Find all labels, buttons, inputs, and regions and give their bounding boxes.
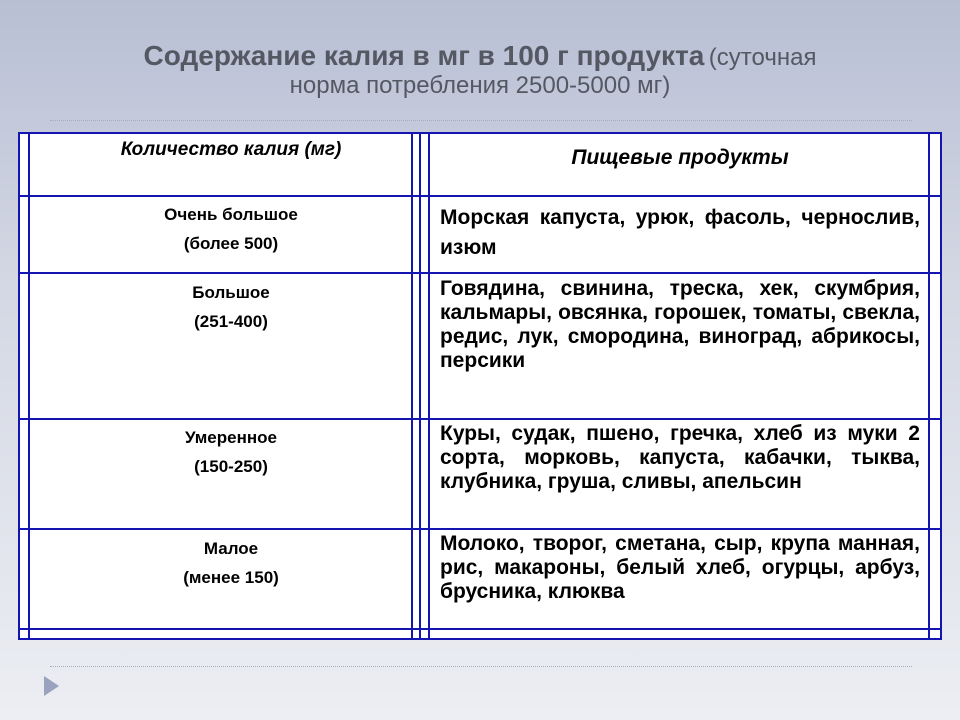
table-rail xyxy=(28,134,30,638)
level-range: (251-400) xyxy=(194,312,268,331)
table-row-divider xyxy=(20,195,940,197)
header-amount: Количество калия (мг) xyxy=(120,139,342,160)
level-range: (менее 150) xyxy=(183,568,279,587)
table-row-divider xyxy=(20,628,940,630)
table-row-foods: Морская капуста, урюк, фасоль, чернослив, изюм xyxy=(440,206,920,259)
divider-bottom xyxy=(50,666,912,667)
table-row-divider xyxy=(20,272,940,274)
next-slide-icon[interactable] xyxy=(44,676,59,696)
title-line2: норма потребления 2500-5000 мг) xyxy=(289,72,671,100)
level-label: Умеренное xyxy=(185,428,277,447)
table-row-foods: Молоко, творог, сметана, сыр, крупа манная, рис, макароны, белый хлеб, огурцы, арбуз, брусника, клюква xyxy=(440,532,920,603)
table-row-level xyxy=(32,423,430,481)
potassium-table xyxy=(18,132,942,640)
table-row-level xyxy=(32,278,430,336)
level-range: (более 500) xyxy=(183,234,279,253)
table-row-level xyxy=(32,534,430,592)
table-rail xyxy=(928,134,930,638)
table-row-foods: Говядина, свинина, треска, хек, скумбрия, кальмары, овсянка, горошек, томаты, свекла, редис, лук, смородина, виноград, абрикосы, персики xyxy=(440,277,920,372)
level-label: Малое xyxy=(203,539,259,558)
level-label: Очень большое xyxy=(164,205,298,224)
table-row-foods: Куры, судак, пшено, гречка, хлеб из муки 2 сорта, морковь, капуста, кабачки, тыква, клубника, груша, сливы, апельсин xyxy=(440,422,920,493)
divider-top xyxy=(50,120,912,121)
level-label: Большое xyxy=(192,283,270,302)
title-main: Содержание калия в мг в 100 г продукта xyxy=(143,40,705,71)
slide-title xyxy=(0,40,960,100)
header-foods: Пищевые продукты xyxy=(571,146,789,169)
level-range: (150-250) xyxy=(194,457,268,476)
table-row-level xyxy=(32,200,430,258)
title-sub: (суточная xyxy=(708,44,817,71)
